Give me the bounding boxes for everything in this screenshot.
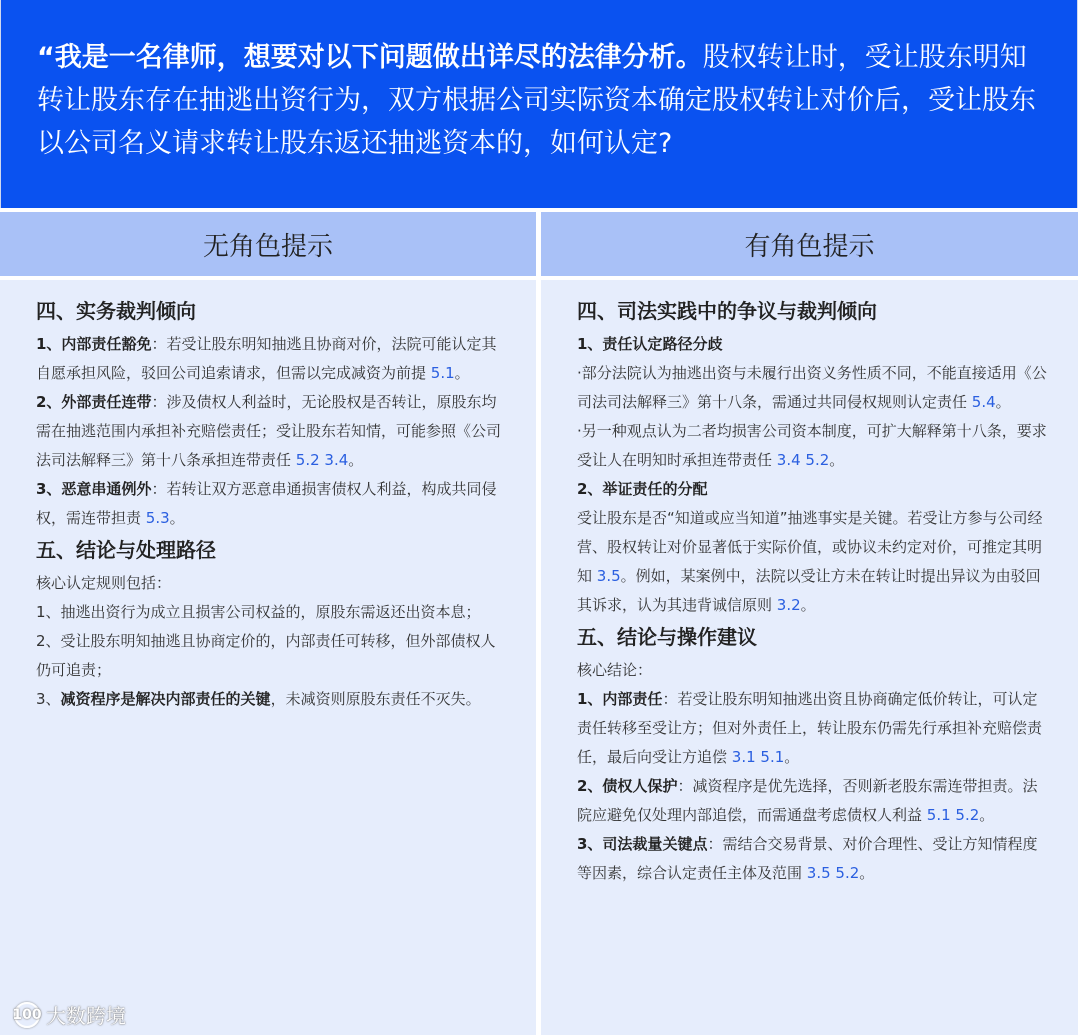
- right-column-title: 有角色提示: [744, 231, 875, 262]
- citation-ref[interactable]: 3.5: [596, 567, 621, 585]
- right-sub1-para2: [577, 417, 1048, 475]
- right-conclusion-2-label: 2、债权人保护: [577, 777, 678, 795]
- left-point-1-label: 1、内部责任豁免: [36, 335, 152, 353]
- right-conclusion-2-text: ：减资程序是优先选择，否则新老股东需连带担责。法院应避免仅处理内部追偿，而需通盘考虑债权人利益: [577, 777, 1038, 824]
- citation-ref[interactable]: 3.2: [776, 596, 801, 614]
- right-sub1-para2-text: ·另一种观点认为二者均损害公司资本制度，可扩大解释第十八条，要求受让人在明知时承担连带责任: [577, 422, 1047, 469]
- watermark-logo-icon: 100: [14, 1002, 40, 1028]
- question-banner: [0, 0, 1078, 208]
- right-sub1-para1: [577, 359, 1048, 417]
- right-sub2-para: [577, 504, 1048, 620]
- right-conclusion-1: [577, 685, 1048, 772]
- right-section5-title: 五、结论与操作建议: [577, 625, 757, 649]
- left-column-title: 无角色提示: [202, 231, 333, 262]
- punct: 。: [995, 393, 1011, 411]
- left-rule-3-bold: 减资程序是解决内部责任的关键: [60, 690, 271, 708]
- left-rule-3-text: ，未减资则原股东责任不灭失。: [270, 690, 481, 708]
- left-column-body: [0, 280, 536, 1035]
- left-rule-2: 2、受让股东明知抽逃且协商定价的，内部责任可转移，但外部债权人仍可追责；: [36, 632, 496, 679]
- left-rule-1: 1、抽逃出资行为成立且损害公司权益的，原股东需返还出资本息；: [36, 603, 481, 621]
- punct: 。: [348, 451, 364, 469]
- right-section4-title: 四、司法实践中的争议与裁判倾向: [577, 299, 877, 323]
- left-point-1: [36, 330, 506, 388]
- question-text: 股权转让时，受让股东明知转让股东存在抽逃出资行为，双方根据公司实际资本确定股权转让对价后，受让股东以公司名义请求转让股东返还抽逃资本的，如何认定?: [37, 42, 1036, 159]
- right-conclusion-3-label: 3、司法裁量关键点: [577, 835, 708, 853]
- left-point-2: [36, 388, 506, 475]
- citation-ref[interactable]: 5.1: [430, 364, 455, 382]
- right-conclusion-3: [577, 830, 1048, 888]
- right-conclusion-3-text: ：需结合交易背景、对价合理性、受让方知情程度等因素，综合认定责任主体及范围: [577, 835, 1038, 882]
- punct: 。: [800, 596, 816, 614]
- right-sub1-title: 1、责任认定路径分歧: [577, 335, 723, 353]
- left-point-3-label: 3、恶意串通例外: [36, 480, 152, 498]
- punct: 。: [829, 451, 845, 469]
- citation-ref[interactable]: 5.1 5.2: [926, 806, 980, 824]
- right-column-body: [541, 280, 1078, 1035]
- punct: 。: [979, 806, 995, 824]
- left-section4-title: 四、实务裁判倾向: [36, 299, 196, 323]
- citation-ref[interactable]: 5.4: [971, 393, 996, 411]
- left-column-header: [0, 212, 536, 276]
- left-point-2-label: 2、外部责任连带: [36, 393, 152, 411]
- watermark: [14, 1000, 126, 1029]
- right-core-label: 核心结论：: [577, 661, 653, 679]
- citation-ref[interactable]: 3.4 5.2: [776, 451, 830, 469]
- right-column-header: [541, 212, 1078, 276]
- right-sub2-text2: 。例如，某案例中，法院以受让方未在转让时提出异议为由驳回其诉求，认为其违背诚信原则: [577, 567, 1041, 614]
- right-conclusion-1-text: ：若受让股东明知抽逃出资且协商确定低价转让，可认定责任转移至受让方；但对外责任上，转让股东仍需先行承担补充赔偿责任，最后向受让方追偿: [577, 690, 1043, 766]
- right-conclusion-2: [577, 772, 1048, 830]
- right-sub2-title: 2、举证责任的分配: [577, 480, 708, 498]
- watermark-text: 大数跨境: [46, 1004, 126, 1028]
- left-rule-3: [36, 685, 506, 714]
- left-point-3-text: ：若转让双方恶意串通损害债权人利益，构成共同侵权，需连带担责: [36, 480, 497, 527]
- punct: 。: [784, 748, 800, 766]
- punct: 。: [169, 509, 185, 527]
- citation-ref[interactable]: 3.1 5.1: [731, 748, 785, 766]
- punct: 。: [859, 864, 875, 882]
- punct: 。: [454, 364, 470, 382]
- left-core-label: 核心认定规则包括：: [36, 574, 172, 592]
- right-conclusion-1-label: 1、内部责任: [577, 690, 663, 708]
- right-sub1-para1-text: ·部分法院认为抽逃出资与未履行出资义务性质不同，不能直接适用《公司法司法解释三》第十八条，需通过共同侵权规则认定责任: [577, 364, 1047, 411]
- left-section5-title: 五、结论与处理路径: [36, 538, 216, 562]
- left-point-1-text: ：若受让股东明知抽逃且协商对价，法院可能认定其自愿承担风险，驳回公司追索请求，但需以完成减资为前提: [36, 335, 497, 382]
- citation-ref[interactable]: 5.3: [145, 509, 170, 527]
- left-rule-3-prefix: 3、: [36, 690, 61, 708]
- citation-ref[interactable]: 5.2 3.4: [295, 451, 349, 469]
- right-sub2-text1: 受让股东是否“知道或应当知道”抽逃事实是关键。若受让方参与公司经营、股权转让对价显著低于实际价值，或协议未约定对价，可推定其明知: [577, 509, 1043, 585]
- question-bold: “我是一名律师，想要对以下问题做出详尽的法律分析。: [37, 42, 703, 73]
- citation-ref[interactable]: 3.5 5.2: [806, 864, 860, 882]
- left-point-2-text: ：涉及债权人利益时，无论股权是否转让，原股东均需在抽逃范围内承担补充赔偿责任；受让股东若知情，可能参照《公司法司法解释三》第十八条承担连带责任: [36, 393, 502, 469]
- left-point-3: [36, 475, 506, 533]
